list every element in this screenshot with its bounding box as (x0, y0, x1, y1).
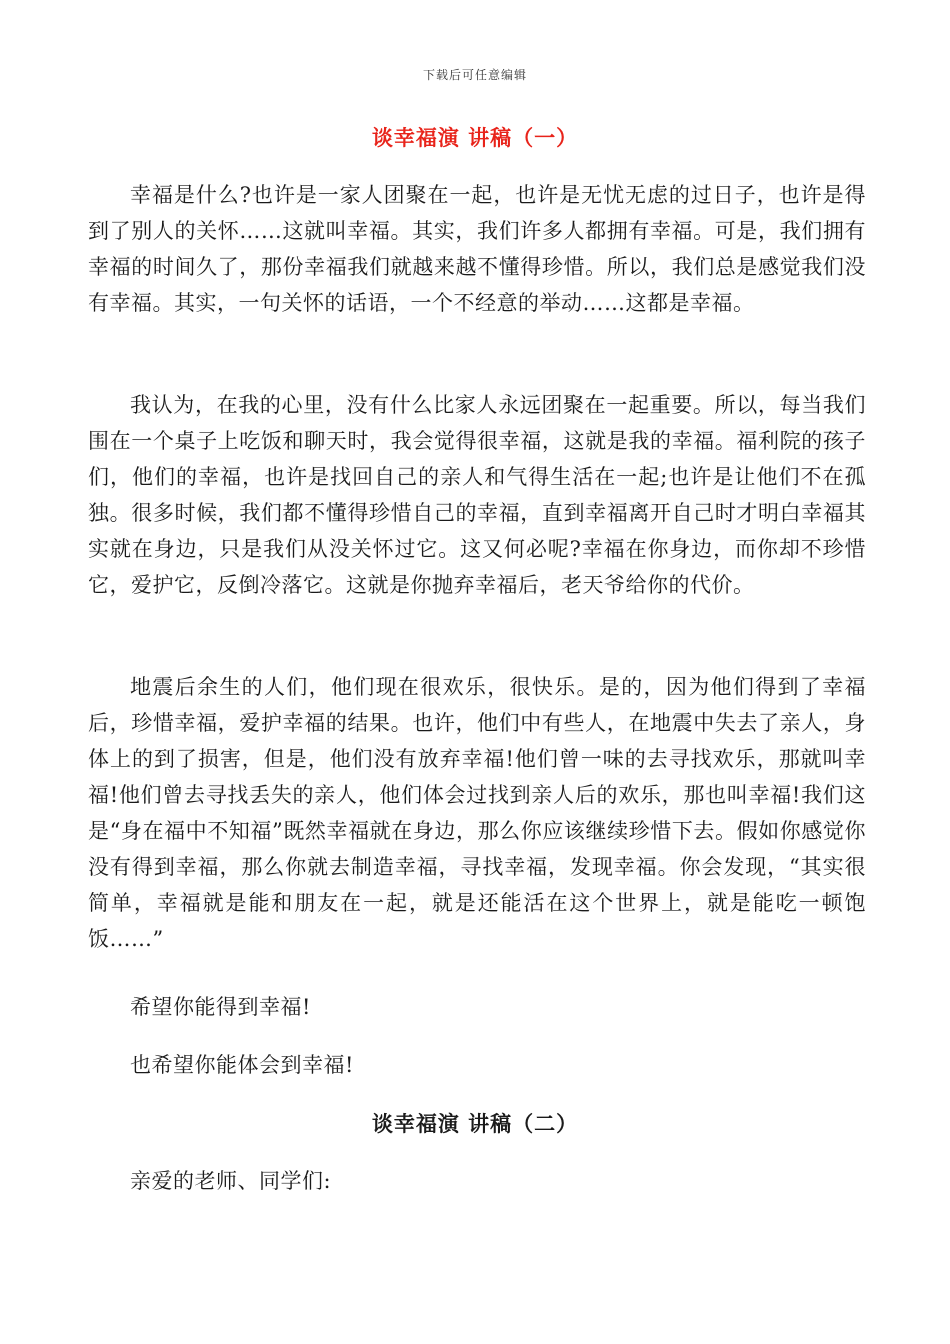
greeting-paragraph: 亲爱的老师、同学们: (130, 1169, 332, 1193)
paragraph-4: 希望你能得到幸福! (130, 995, 311, 1019)
paragraph-1: 幸福是什么?也许是一家人团聚在一起，也许是无忧无虑的过日子，也许是得到了别人的关怀……这就叫幸福。其实，我们许多人都拥有幸福。可是，我们拥有幸福的时间久了，那份幸福我们就越来越不懂得珍惜。所以，我们总是感觉我们没有幸福。其实，一句关怀的话语，一个不经意的举动……这都是幸福。 (88, 183, 866, 315)
speech-title-2: 谈幸福演 讲稿（二） (371, 1111, 579, 1136)
paragraph-2: 我认为，在我的心里，没有什么比家人永远团聚在一起重要。所以，每当我们围在一个桌子上吃饭和聊天时，我会觉得很幸福，这就是我的幸福。福利院的孩子们，他们的幸福，也许是找回自己的亲人和气得生活在一起;也许是让他们不在孤独。很多时候，我们都不懂得珍惜自己的幸福，直到幸福离开自己时才明白幸福其实就在身边，只是我们从没关怀过它。这又何必呢?幸福在你身边，而你却不珍惜它，爱护它，反倒冷落它。这就是你抛弃幸福后，老天爷给你的代价。 (88, 393, 866, 597)
header-note: 下载后可任意编辑 (422, 68, 527, 82)
speech-title-1: 谈幸福演 讲稿（一） (371, 125, 579, 150)
paragraph-3: 地震后余生的人们，他们现在很欢乐，很快乐。是的，因为他们得到了幸福后，珍惜幸福，爱护幸福的结果。也许，他们中有些人，在地震中失去了亲人，身体上的到了损害，但是，他们没有放弃幸福!他们曾一味的去寻找欢乐，那就叫幸福!他们曾去寻找丢失的亲人，他们体会过找到亲人后的欢乐，那也叫幸福!我们这是“身在福中不知福”既然幸福就在身边，那么你应该继续珍惜下去。假如你感觉你没有得到幸福，那么你就去制造幸福，寻找幸福，发现幸福。你会发现，“其实很简单，幸福就是能和朋友在一起，就是还能活在这个世界上，就是能吃一顿饱饭……” (88, 675, 866, 951)
paragraph-5: 也希望你能体会到幸福! (130, 1053, 354, 1077)
